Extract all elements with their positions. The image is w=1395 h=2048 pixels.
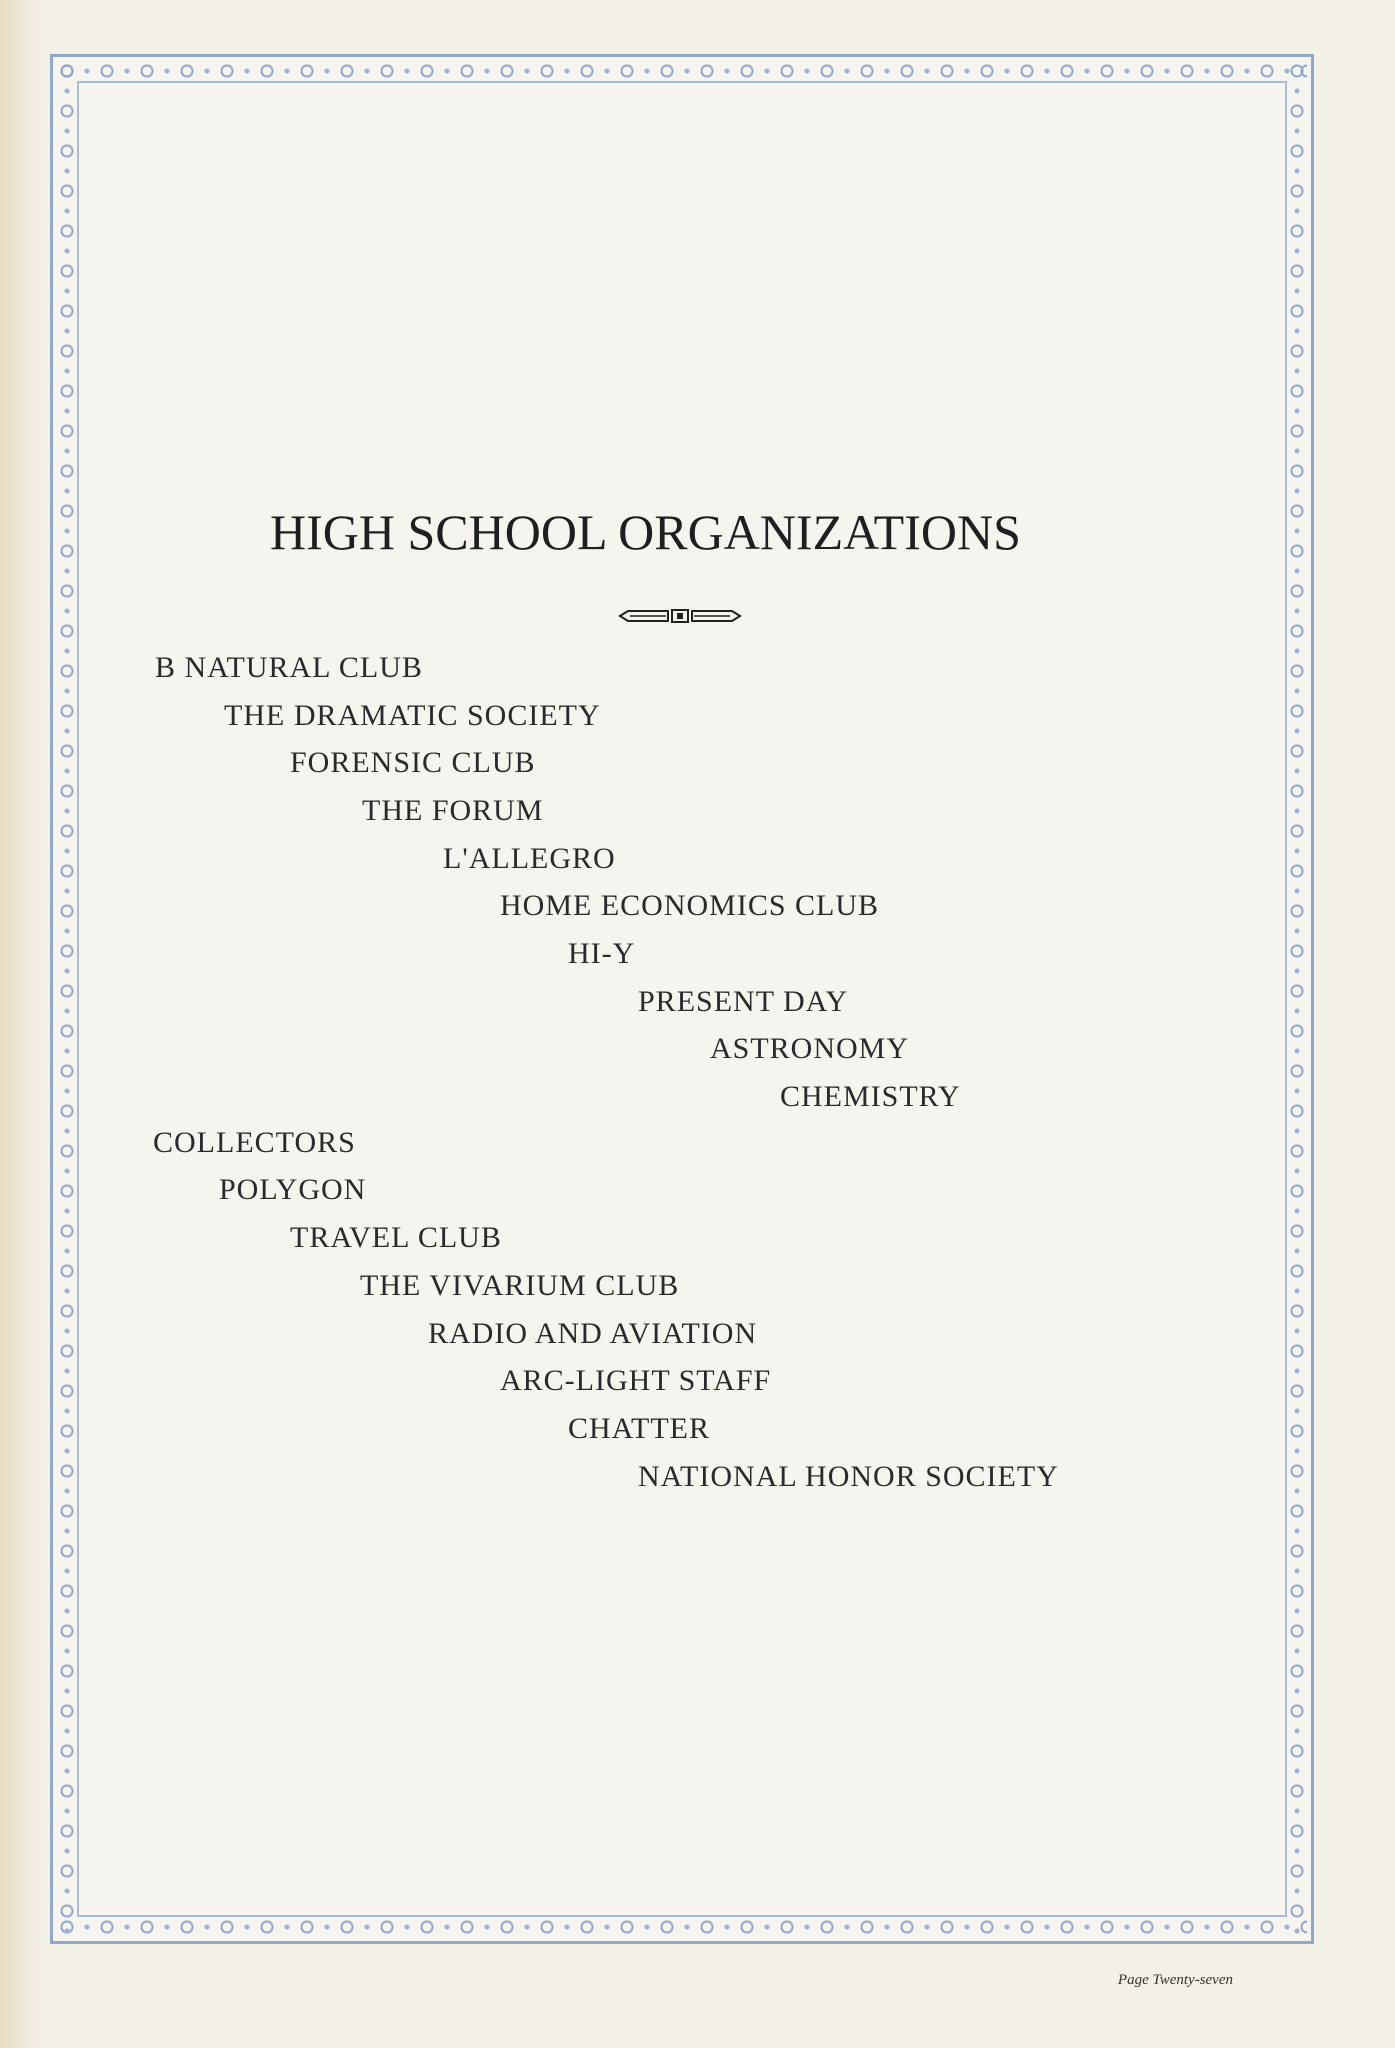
org-item: RADIO AND AVIATION (428, 1317, 758, 1350)
org-item: POLYGON (219, 1173, 367, 1206)
org-item: CHEMISTRY (780, 1080, 961, 1113)
scroll-border-icon (57, 61, 77, 1937)
org-item: THE DRAMATIC SOCIETY (224, 699, 601, 732)
org-item: COLLECTORS (153, 1126, 356, 1159)
org-item: B NATURAL CLUB (155, 651, 423, 684)
page-edge-shadow (0, 0, 40, 2048)
org-item: THE VIVARIUM CLUB (360, 1269, 680, 1302)
org-item: FORENSIC CLUB (290, 746, 536, 779)
page-title: HIGH SCHOOL ORGANIZATIONS (270, 504, 1021, 560)
org-item: ARC-LIGHT STAFF (500, 1364, 772, 1397)
org-item: TRAVEL CLUB (290, 1221, 502, 1254)
scroll-border-icon (57, 1917, 1307, 1937)
org-item: L'ALLEGRO (443, 842, 616, 875)
scroll-border-icon (57, 61, 1307, 81)
org-item: PRESENT DAY (638, 985, 849, 1018)
ornamental-divider-icon (618, 607, 742, 625)
org-item: NATIONAL HONOR SOCIETY (638, 1460, 1059, 1493)
scroll-border-icon (1287, 61, 1307, 1937)
org-item: HI-Y (568, 937, 636, 970)
org-item: THE FORUM (362, 794, 544, 827)
org-item: ASTRONOMY (710, 1032, 910, 1065)
org-item: CHATTER (568, 1412, 710, 1445)
org-item: HOME ECONOMICS CLUB (500, 889, 880, 922)
page-number: Page Twenty-seven (1117, 1972, 1233, 1988)
